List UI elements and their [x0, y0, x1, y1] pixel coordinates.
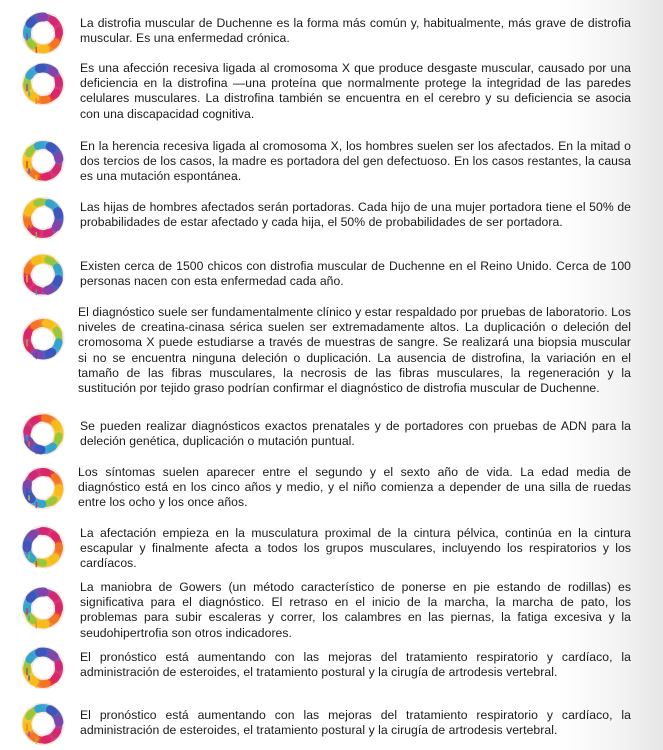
ring-segment	[55, 80, 59, 95]
watercolor-ring-icon	[18, 314, 68, 364]
paragraph-text: La maniobra de Gowers (un método característico de ponerse en pie estando de rodillas) es significativa para el diagnóstico. El retraso en el inicio de la marcha, la marcha de pato, los problemas para subir escaleras y correr, los calambres en las piernas, la fatiga excesiva y la seudohipertrofia son otros indicadores.	[80, 580, 631, 640]
watercolor-ring-icon	[18, 643, 68, 693]
watercolor-ring-icon	[18, 583, 68, 633]
ring-graphic	[18, 250, 68, 300]
watercolor-ring-icon	[18, 8, 68, 58]
paragraph-text: Las hijas de hombres afectados serán portadoras. Cada hijo de una mujer portadora tiene el 50% de probabilidades de estar afectado y cada hija, el 50% de probabilidades de ser portadora.	[80, 200, 631, 230]
watercolor-ring-icon	[18, 59, 68, 109]
ring-graphic	[18, 699, 68, 749]
paragraph-text: Es una afección recesiva ligada al cromosoma X que produce desgaste muscular, causado por una deficiencia en la distrofina —una proteína que normalmente protege la integridad de las paredes celulares musculares. La distrofina también se encuentra en el cerebro y su deficiencia se asocia con una discapacidad cognitiva.	[80, 61, 631, 121]
paragraph-text: El pronóstico está aumentando con las mejoras del tratamiento respiratorio y cardíaco, la administración de esteroides, el tratamiento postural y la cirugía de artrodesis vertebral.	[80, 708, 631, 738]
paragraph-text: En la herencia recesiva ligada al cromosoma X, los hombres suelen ser los afectados. En la mitad o dos tercios de los casos, la madre es portadora del gen defectuoso. En los casos restantes, la causa es una mutación espontánea.	[80, 139, 631, 184]
watercolor-ring-icon	[18, 699, 68, 749]
watercolor-ring-icon	[18, 522, 68, 572]
ring-graphic	[18, 8, 68, 58]
ring-segment	[32, 472, 47, 476]
ring-graphic	[18, 59, 68, 109]
watercolor-ring-icon	[18, 463, 68, 513]
paragraph-text: Los síntomas suelen aparecer entre el segundo y el sexto año de vida. La edad media de diagnóstico está en los cinco años y medio, y el niño comienza a depender de una silla de ruedas entre los ocho y los once años.	[78, 465, 631, 510]
paragraph-text: El pronóstico está aumentando con las mejoras del tratamiento respiratorio y cardíaco, la administración de esteroides, el tratamiento postural y la cirugía de artrodesis vertebral.	[80, 650, 631, 680]
ring-graphic	[18, 136, 68, 186]
ring-graphic	[18, 463, 68, 513]
ring-graphic	[18, 643, 68, 693]
paragraph-text: Se pueden realizar diagnósticos exactos prenatales y de portadores con pruebas de ADN para la deleción genética, duplicación o mutación puntual.	[80, 419, 631, 449]
paragraph-text: Existen cerca de 1500 chicos con distrofia muscular de Duchenne en el Reino Unido. Cerca de 100 personas nacen con esta enfermedad cada año.	[80, 259, 631, 289]
ring-graphic	[18, 522, 68, 572]
watercolor-ring-icon	[18, 409, 68, 459]
ring-graphic	[18, 193, 68, 243]
ring-graphic	[18, 409, 68, 459]
ring-graphic	[18, 314, 68, 364]
paragraph-text: La afectación empieza en la musculatura proximal de la cintura pélvica, continúa en la cintura escapular y finalmente afecta a todos los grupos musculares, incluyendo los respiratorios y los cardíacos.	[80, 526, 631, 571]
ring-graphic	[18, 583, 68, 633]
paragraph-text: La distrofia muscular de Duchenne es la forma más común y, habitualmente, más grave de distrofia muscular. Es una enfermedad crónica.	[80, 16, 631, 46]
watercolor-ring-icon	[18, 136, 68, 186]
watercolor-ring-icon	[18, 193, 68, 243]
watercolor-ring-icon	[18, 250, 68, 300]
ring-segment	[55, 665, 59, 680]
paragraph-text: El diagnóstico suele ser fundamentalmente clínico y estar respaldado por pruebas de laboratorio. Los niveles de creatina-cinasa sérica suelen ser extremadamente altos. La duplicación o deleción del cromosoma X puede estudiarse a través de muestras de sangre. Se realizará una biopsia muscular si no se encuentra ninguna deleción o duplicación. La ausencia de distrofina, la variación en el tamaño de las fibras musculares, la necrosis de las fibras musculares, la regeneración y la sustitución por tejido graso podrían confirmar el diagnóstico de distrofia muscular de Duchenne.	[78, 305, 631, 396]
